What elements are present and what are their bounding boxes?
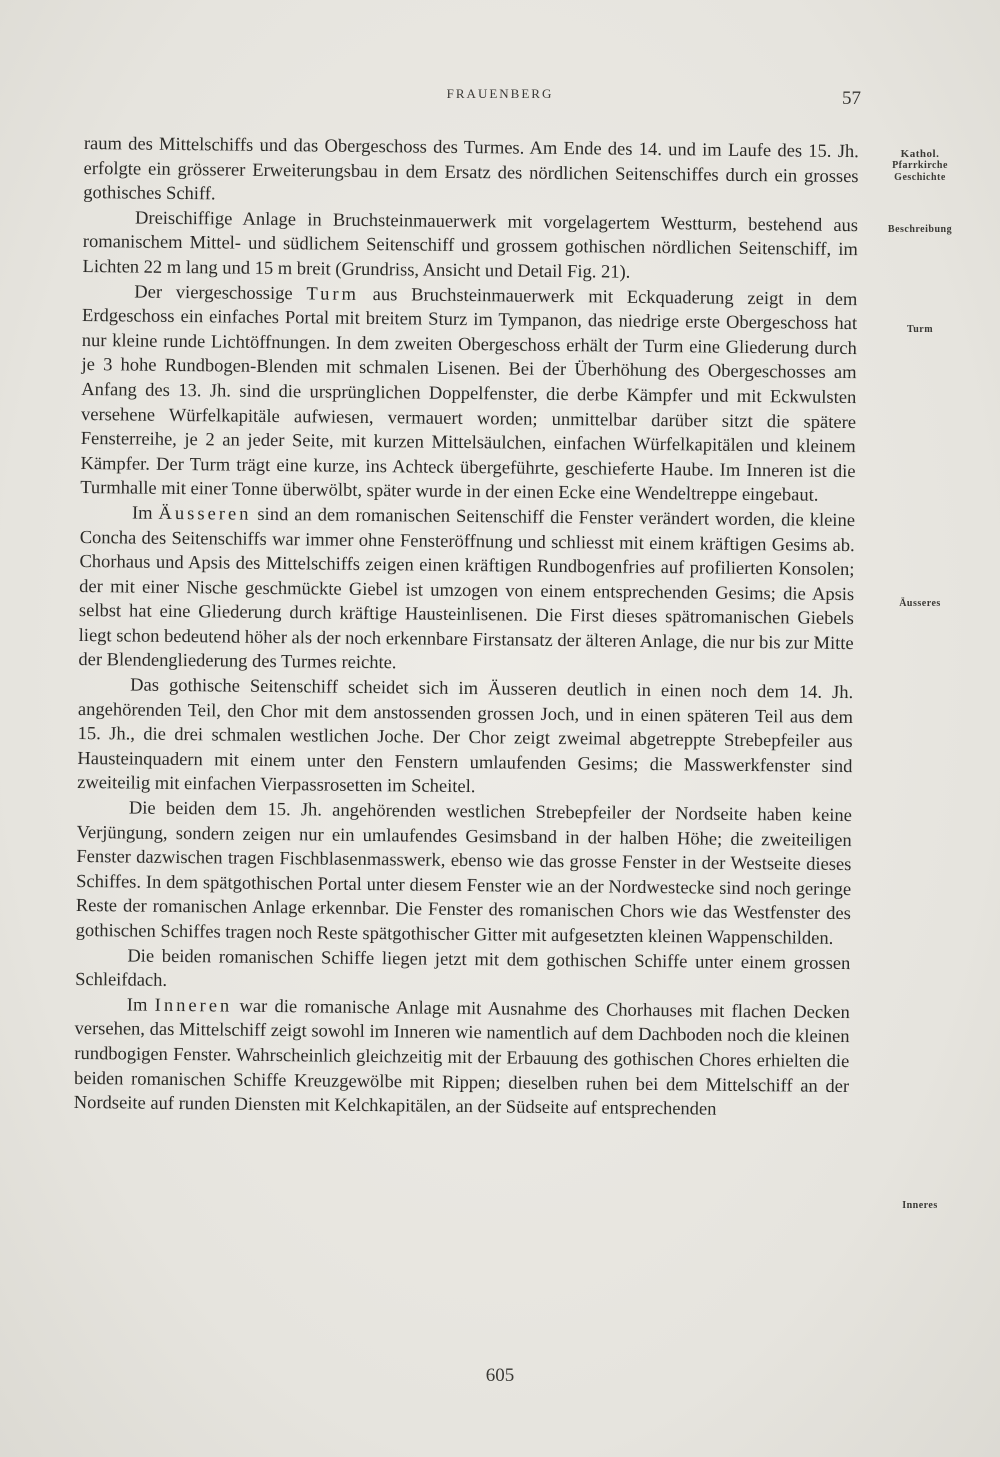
margin-note-geschichte: Geschichte bbox=[894, 172, 946, 183]
margin-note-beschreibung: Beschreibung bbox=[887, 224, 953, 235]
margin-note-inneres: Inneres bbox=[902, 1200, 938, 1211]
paragraph-3-post: aus Bruchsteinmauerwerk mit Eckquaderung zeigt in dem Erdgeschoss ein einfaches Portal mit breitem Sturz im Tympanon, das niedrige erste Obergeschoss hat nur kleine runde Lichtöffnungen. In dem zweiten Obergeschoss erhält der Turm eine Gliederung durch je 3 hohe Rundbogen-Blenden mit schmalen Lisenen. Bei der Überhöhung des Obergeschosses am Anfang des 13. Jh. sind die ursprünglichen Doppelfenster, die derbe Kämpfer und mit Eckwulsten versehene Würfelkapitäle aufwiesen, vermauert worden; unmittelbar darüber sitzt die spätere Fensterreihe, je 2 an jeder Seite, mit kurzen Mittelsäulchen, einfachen Würfelkapitälen und kleinem Kämpfer. Der Turm trägt eine kurze, ins Achteck übergeführte, geschieferte Haube. Im Inneren ist die Turmhalle mit einer Tonne überwölbt, später wurde in der einen Ecke eine Wendeltreppe eingebaut. bbox=[80, 284, 858, 507]
paragraph-3-pre: Der viergeschossige bbox=[134, 282, 307, 304]
paragraph-3 bbox=[80, 280, 857, 509]
paragraph-2: Dreischiffige Anlage in Bruchsteinmauerwerk mit vorgelagertem Westturm, bestehend aus romanischem Mittel- und südlichem Seitenschiff und grossem gothischen nördlichen Seitenschiff, im Lichten 22 m lang und 15 m breit (Grundriss, Ansicht und Detail Fig. 21). bbox=[82, 208, 859, 283]
page-number: 57 bbox=[842, 88, 861, 109]
paragraph-8-term: Inneren bbox=[154, 995, 233, 1017]
margin-note-kathol-pfarrkirche-geschichte bbox=[870, 148, 970, 184]
margin-note-kathol: Kathol. bbox=[900, 148, 940, 160]
paragraph-8-pre: Im bbox=[126, 995, 155, 1016]
body-text bbox=[74, 132, 859, 1124]
paragraph-6: Die beiden dem 15. Jh. angehörenden westlichen Strebepfeiler der Nordseite haben keine Verjüngung, sondern zeigen nur ein umlaufendes Gesimsband in der halben Höhe; die zweiteiligen Fenster dazwischen tragen Fischblasenmasswerk, ebenso wie das grosse Fenster in der Westseite dieses Schiffes. In dem spätgothischen Portal unter diesem Fenster wie an der Nordwestecke sind noch geringe Reste der romanischen Anlage erkennbar. Die Fenster des romanischen Chors wie das Westfenster des gothischen Schiffes tragen noch Reste spätgothischer Gitter mit aufgesetzten kleinen Wappenschilden. bbox=[75, 798, 852, 949]
footer-number: 605 bbox=[485, 1365, 515, 1386]
paragraph-4-pre: Im bbox=[131, 503, 159, 524]
running-header-title: FRAUENBERG bbox=[446, 86, 554, 101]
paragraph-8 bbox=[74, 993, 850, 1124]
paragraph-5: Das gothische Seitenschiff scheidet sich im Äusseren deutlich in einen noch dem 14. Jh. angehörenden Teil, den Chor mit dem anstossenden grossen Joch, und in einen späteren Teil aus dem 15. Jh., die drei schmalen westlichen Joche. Der Chor zeigt zweimal abgetreppte Strebepfeiler aus Hausteinquadern mit einem unter den Fenstern umlaufenden Gesims; die Masswerkfenster sind zweiteilig mit einfachen Vierpassrosetten im Scheitel. bbox=[77, 675, 854, 798]
paragraph-4-term: Äusseren bbox=[158, 503, 252, 525]
margin-note-pfarrkirche: Pfarrkirche bbox=[892, 160, 948, 171]
paragraph-7: Die beiden romanischen Schiffe liegen jetzt mit dem gothischen Schiffe unter einem grossen Schleifdach. bbox=[75, 946, 851, 992]
paragraph-4-post: sind an dem romanischen Seitenschiff die Fenster verändert worden, die kleine Concha des Seitenschiffs war immer ohne Fensteröffnung und schliesst mit einem kräftigen Gesims ab. Chorhaus und Apsis des Mittelschiffs zeigen einen kräftigen Rundbogenfries auf profilierten Konsolen; der mit einer Nische geschmückte Giebel ist umzogen von einem entsprechenden Gesims; die Apsis selbst hat eine Gliederung durch kräftige Hausteinlisenen. Die First dieses spätromanischen Giebels liegt schon bedeutend höher als der noch erkennbare Firstansatz der älteren Anlage, die nur bis zur Mitte der Blendengliederung des Turmes reichte. bbox=[78, 504, 856, 674]
paragraph-8-post: war die romanische Anlage mit Ausnahme des Chorhauses mit flachen Decken versehen, das Mittelschiff zeigt sowohl im Inneren wie namentlich auf dem Dachboden noch die kleinen rundbogigen Fenster. Wahrscheinlich gleichzeitig mit der Erbauung des gothischen Chores erhielten die beiden romanischen Schiffe Kreuzgewölbe mit Rippen; dieselben ruhen bei dem Mittelschiff an der Nordseite auf runden Diensten mit Kelchkapitälen, an der Südseite auf entsprechenden bbox=[73, 996, 850, 1120]
margin-note-aeusseres: Äusseres bbox=[899, 598, 941, 609]
paragraph-1: raum des Mittelschiffs und das Obergeschoss des Turmes. Am Ende des 14. und im Laufe des 15. Jh. erfolgte ein grösserer Erweiterungsbau in dem Ersatz des nördlichen Seitenschiffes durch ein grosses gothisches Schiff. bbox=[83, 133, 859, 205]
paragraph-3-term: Turm bbox=[306, 283, 360, 305]
paragraph-4 bbox=[78, 501, 855, 681]
margin-note-turm: Turm bbox=[906, 324, 934, 335]
